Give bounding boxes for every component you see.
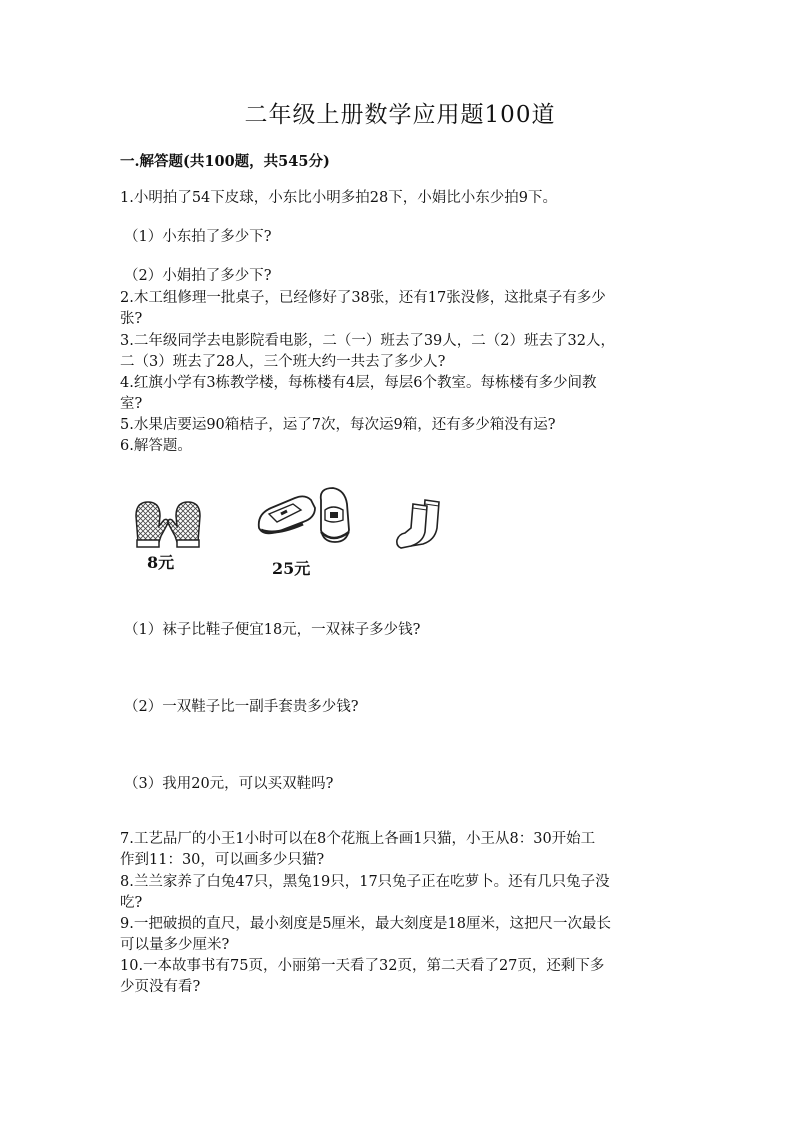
question-5: 5.水果店要运90箱桔子，运了7次，每次运9箱，还有多少箱没有运? (120, 417, 556, 433)
question-6-sub-3: （3）我用20元，可以买双鞋吗? (124, 776, 334, 792)
mittens-price: 8元 (147, 553, 175, 572)
shoes-price: 25元 (272, 559, 311, 578)
question-6-sub-1: （1）袜子比鞋子便宜18元，一双袜子多少钱? (124, 622, 421, 638)
question-10-line-1: 10.一本故事书有75页，小丽第一天看了32页，第二天看了27页，还剩下多 (120, 958, 605, 974)
mittens-icon (128, 496, 208, 550)
question-9-line-1: 9.一把破损的直尺，最小刻度是5厘米，最大刻度是18厘米，这把尺一次最长 (120, 916, 612, 932)
question-2-line-2: 张? (120, 311, 143, 327)
page-title: 二年级上册数学应用题100道 (244, 102, 556, 128)
question-10-line-2: 少页没有看? (120, 979, 201, 995)
question-6: 6.解答题。 (120, 438, 192, 454)
question-3-line-1: 3.二年级同学去电影院看电影，二（一）班去了39人，二（2）班去了32人， (120, 333, 615, 349)
question-3-line-2: 二（3）班去了28人，三个班大约一共去了多少人? (120, 354, 446, 370)
question-6-sub-2: （2）一双鞋子比一副手套贵多少钱? (124, 699, 359, 715)
question-8-line-2: 吃? (120, 895, 143, 911)
question-7-line-1: 7.工艺品厂的小王1小时可以在8个花瓶上各画1只猫，小王从8：30开始工 (120, 831, 596, 847)
question-4-line-1: 4.红旗小学有3栋教学楼，每栋楼有4层，每层6个教室。每栋楼有多少间教 (120, 375, 597, 391)
question-2-line-1: 2.木工组修理一批桌子，已经修好了38张，还有17张没修，这批桌子有多少 (120, 290, 606, 306)
question-1-sub-2: （2）小娟拍了多少下? (124, 268, 272, 284)
question-1-sub-1: （1）小东拍了多少下? (124, 229, 272, 245)
question-7-line-2: 作到11：30，可以画多少只猫? (120, 852, 325, 868)
section-heading: 一.解答题(共100题，共545分) (120, 153, 330, 170)
question-4-line-2: 室? (120, 396, 143, 412)
socks-icon (395, 496, 451, 550)
question-8-line-1: 8.兰兰家养了白兔47只，黑兔19只，17只兔子正在吃萝卜。还有几只兔子没 (120, 874, 610, 890)
question-9-line-2: 可以量多少厘米? (120, 937, 230, 953)
question-1: 1.小明拍了54下皮球，小东比小明多拍28下，小娟比小东少拍9下。 (120, 190, 557, 206)
shoes-icon (255, 484, 357, 546)
